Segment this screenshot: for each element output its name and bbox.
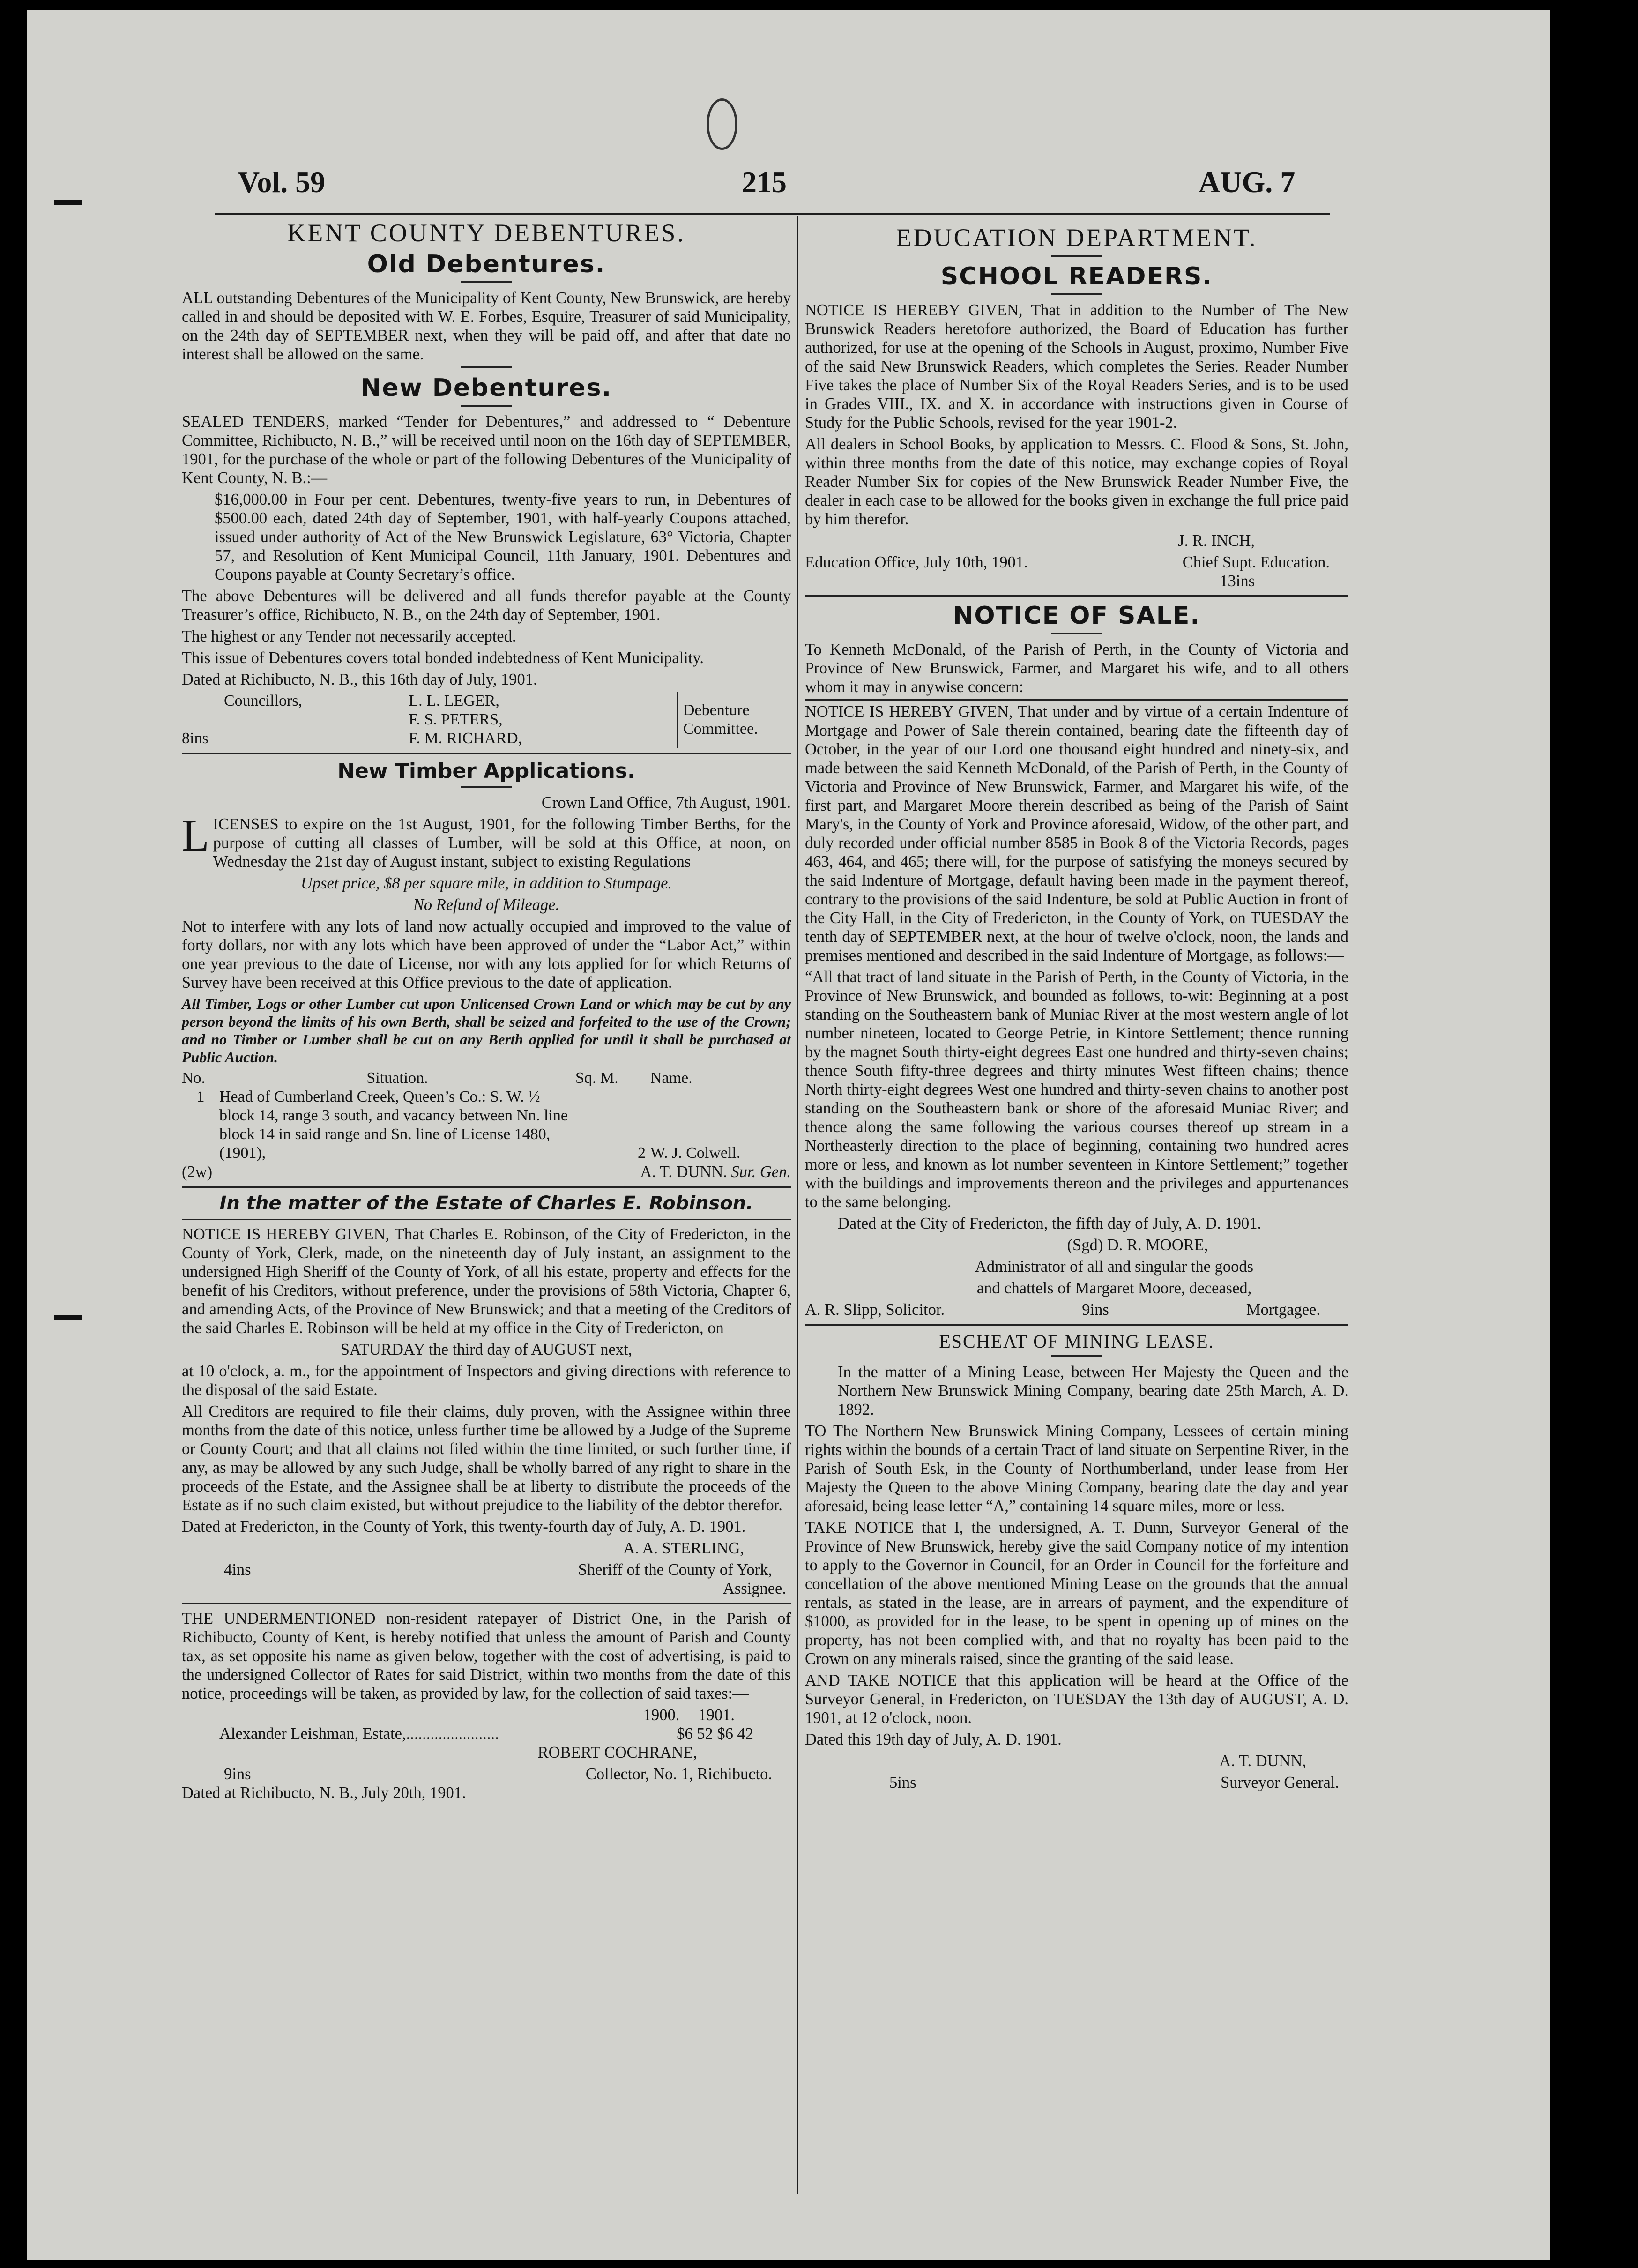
short-rule: [461, 366, 512, 368]
col-no: No.: [182, 1069, 206, 1087]
old-debentures-title: Old Debentures.: [367, 250, 606, 278]
sale-signer: (Sgd) D. R. MOORE,: [1067, 1236, 1208, 1254]
sale-text: NOTICE IS HEREBY GIVEN, That under and by virtue of a certain Indenture of Mortgage and Power of Sale therein contained, bearing date the fifteenth day of October, in the year of our Lord one thousand eight hundred and ninety-six, and made between the said Kenneth McDonald, of the Parish of Perth, in the County of Victoria and Province of New Brunswick, Farmer, and Margaret his wife, of the first part, and Margaret Moore therein described as being of the Parish of Saint Mary's, in the County of York and Province aforesaid, Widow, of the other part, and duly recorded under official number 8585 in Book 8 of the Victoria Records, pages 463, 464, and 465; there will, for the purpose of satisfying the moneys secured by the said Indenture of Mortgage, default having been made in the payment thereof, contrary to the provisions of the said Indenture, be sold at Public Auction in front of the City Hall, in the City of Fredericton, in the County of York, on TUESDAY the tenth day of SEPTEMBER next, at the hour of twelve o'clock, noon, the lands and premises mentioned and described in the said Indenture of Mortgage, as follows:—: [805, 703, 1348, 964]
timber-title: New Timber Applications.: [337, 759, 635, 783]
kent-blank: [182, 710, 224, 729]
escheat-take-notice: TAKE NOTICE that I, the undersigned, A. T. Dunn, Surveyor General of the Province of New Brunswick, hereby give the said Company notice of my intention to apply to the Governor in Council, for an Order in Council for the forfeiture and concellation of the above mentioned Mining Lease on the grounds that the annual rentals, as stated in the lease, are in arrears of payment, and the expenditure of $1000, as provided for in the lease, to be spent in opening up of mines on the property, has not been complied with, and that no royalty has been paid to the Crown on any minerals raised, since the granting of the said lease.: [805, 1519, 1348, 1668]
col-situation: Situation.: [366, 1069, 428, 1087]
robinson-signer: A. A. STERLING,: [623, 1539, 744, 1557]
year-1901: 1901.: [698, 1706, 735, 1724]
kent-blank: [224, 710, 409, 729]
sale-signer-title-2: and chattels of Margaret Moore, deceased,: [976, 1279, 1252, 1297]
education-office: Education Office, July 10th, 1901.: [805, 553, 1028, 571]
crown-land-office: Crown Land Office, 7th August, 1901.: [541, 794, 791, 812]
timber-signer-title: Sur. Gen.: [731, 1163, 791, 1181]
sale-ins: 9ins: [1082, 1301, 1109, 1319]
education-text: NOTICE IS HEREBY GIVEN, That in addition to the Number of The New Brunswick Readers heretofore authorized, the Board of Education has further authorized, for use at the opening of the Schools in August, proximo, Number Five of the said New Brunswick Readers, which completes the Series. Reader Number Five takes the place of Number Six of the Royal Readers Series, and is to be used in Grades VIII., IX. and X. in accordance with instructions given in Course of Study for the Public Schools, revised for the year 1901-2.: [805, 301, 1348, 432]
timber-warning: All Timber, Logs or other Lumber cut upon Unlicensed Crown Land or which may be cut by any person beyond the limits of his own Berth, shall be seized and forfeited to the use of the Crown; and no Timber or Lumber shall be cut on any Berth applied for until it shall be purchased at Public Auction.: [182, 995, 791, 1066]
amount-1901: $6 42: [717, 1725, 753, 1743]
new-debentures-title: New Debentures.: [360, 374, 612, 402]
escheat-dated: Dated this 19th day of July, A. D. 1901.: [805, 1731, 1062, 1748]
councillor-1: L. L. LEGER,: [409, 692, 499, 709]
robinson-ins: 4ins: [224, 1561, 251, 1579]
councillor-3: F. M. RICHARD,: [409, 730, 522, 747]
new-debentures-tender: The highest or any Tender not necessarily accepted.: [182, 627, 516, 645]
robinson-assignee: Assignee.: [722, 1580, 786, 1597]
section-rule: [182, 1186, 791, 1188]
education-signer: J. R. INCH,: [1178, 532, 1255, 550]
section-rule: [182, 753, 791, 754]
short-rule: [1051, 255, 1102, 257]
kent-dated: Dated at Richibucto, N. B., this 16th day of July, 1901.: [182, 671, 537, 688]
drop-cap: L: [182, 810, 209, 860]
volume-number: Vol. 59: [238, 165, 326, 199]
row-sqm: 2: [638, 1144, 646, 1162]
short-rule: [461, 405, 512, 407]
short-rule: [461, 281, 512, 283]
section-rule: [805, 595, 1348, 597]
right-column: [805, 221, 1348, 1792]
escheat-title: ESCHEAT OF MINING LEASE.: [939, 1331, 1214, 1352]
short-rule: [461, 786, 512, 788]
left-column: [182, 216, 791, 1805]
upset-price: Upset price, $8 per square mile, in addition to Stumpage.: [300, 874, 672, 892]
section-rule: [805, 1324, 1348, 1326]
short-rule: [1051, 633, 1102, 634]
table-row: [182, 1088, 791, 1163]
scan-mark-bottom: [54, 1315, 82, 1320]
committee-label: Debenture Committee.: [678, 692, 791, 748]
newspaper-page: [27, 10, 1550, 2260]
sale-dated: Dated at the City of Fredericton, the fifth day of July, A. D. 1901.: [838, 1215, 1262, 1232]
ratepayer-dated: Dated at Richibucto, N. B., July 20th, 1901.: [182, 1784, 466, 1802]
kent-ins-cell: [182, 692, 224, 710]
short-rule: [1051, 1355, 1102, 1357]
timber-licenses-text: ICENSES to expire on the 1st August, 1901, for the following Timber Berths, for the purpose of cutting all classes of Lumber, will be sold at this Office, at noon, on Wednesday the 21st day of August instant, subject to existing Regulations: [213, 815, 791, 871]
escheat-to: TO The Northern New Brunswick Mining Company, Lessees of certain mining rights within the bounds of a certain Tract of land situate on Serpentine River, in the Parish of South Esk, in the County of Northumberland, under lease from Her Majesty the Queen to the above Mining Company, bearing date the day and year aforesaid, being lease letter “A,” containing 14 square miles, more or less.: [805, 1422, 1348, 1515]
kent-ins: 8ins: [182, 730, 208, 747]
timber-signer: A. T. DUNN.: [640, 1163, 727, 1181]
robinson-creditors: All Creditors are required to file their claims, duly proven, with the Assignee within three months from the date of this notice, unless further time be allowed by a Judge of the Supreme or County Court; and that all claims not filed within the time limited, or such further time, if any, as may be allowed by any such Judge, shall be wholly barred of any right to share in the proceeds of the Estate, and the Assignee shall be at liberty to distribute the proceeds of the Estate as if no such claim existed, but without prejudice to the liability of the debtor therefor.: [182, 1403, 791, 1514]
timber-ins: (2w): [182, 1163, 213, 1181]
sale-to: To Kenneth McDonald, of the Parish of Perth, in the County of Victoria and Province of New Brunswick, Farmer, and Margaret his wife, and to all others whom it may in anywise concern:: [805, 641, 1348, 696]
escheat-matter: In the matter of a Mining Lease, between Her Majesty the Queen and the Northern New Brunswick Mining Company, bearing date 25th March, A. D. 1892.: [838, 1363, 1348, 1418]
timber-conditions: Not to interfere with any lots of land now actually occupied and improved to the value of forty dollars, nor with any lots which have been approved of under the “Labor Act,” within one year previous to the date of License, nor with any lots applied for for which Returns of Survey have been received at this Office previous to the date of application.: [182, 918, 791, 992]
sale-signer-title-1: Administrator of all and singular the goods: [975, 1258, 1254, 1276]
collector-title: Collector, No. 1, Richibucto.: [585, 1765, 772, 1783]
row-situation: Head of Cumberland Creek, Queen’s Co.: S. W. ½ block 14, range 3 south, and vacancy between Nn. line block 14 in said range and Sn. line of License 1480, (1901),: [219, 1088, 568, 1162]
councillor-2: F. S. PETERS,: [409, 711, 503, 728]
ratepayer-ins: 9ins: [224, 1765, 251, 1783]
col-name: Name.: [650, 1069, 692, 1087]
section-rule: [182, 1603, 791, 1604]
councillors-label: Councillors,: [224, 692, 303, 709]
kent-blank: [224, 729, 409, 748]
section-rule: [805, 699, 1348, 701]
timber-table: [182, 1069, 791, 1163]
collector-name: ROBERT COCHRANE,: [537, 1744, 697, 1761]
escheat-and-take-notice: AND TAKE NOTICE that this application will be heard at the Office of the Surveyor General, in Fredericton, on TUESDAY the 13th day of AUGUST, A. D. 1901, at 12 o'clock, noon.: [805, 1671, 1348, 1727]
robinson-title: In the matter of the Estate of Charles E. Robinson.: [219, 1193, 753, 1214]
row-no: 1: [196, 1088, 205, 1105]
issue-date: AUG. 7: [1199, 165, 1296, 199]
section-rule: [182, 1219, 791, 1220]
kent-title: KENT COUNTY DEBENTURES.: [287, 219, 685, 247]
timber-text: [182, 810, 791, 871]
new-debentures-text: SEALED TENDERS, marked “Tender for Debentures,” and addressed to “ Debenture Committee, Richibucto, N. B.,” will be received until noon on the 16th day of SEPTEMBER, 1901, for the purchase of the whole or part of the following Debentures of the Municipality of Kent County, N. B.:—: [182, 413, 791, 487]
education-signer-title: Chief Supt. Education.: [1182, 553, 1330, 571]
school-readers-title: SCHOOL READERS.: [940, 262, 1213, 291]
new-debentures-delivery: The above Debentures will be delivered and all funds therefor payable at the County Treasurer’s office, Richibucto, N. B., on the 24th day of September, 1901.: [182, 587, 791, 624]
ratepayer-text: THE UNDERMENTIONED non-resident ratepayer of District One, in the Parish of Richibucto, County of Kent, is hereby notified that unless the amount of Parish and County tax, as set opposite his name as given below, together with the cost of advertising, is paid to the undersigned Collector of Rates for said District, within two months from the date of this notice, proceedings will be taken, as provided by law, for the collection of said taxes:—: [182, 1610, 791, 1702]
sale-solicitor: A. R. Slipp, Solicitor.: [805, 1301, 945, 1319]
ratepayer-name: Alexander Leishman, Estate,.......................: [219, 1725, 499, 1743]
escheat-signer: A. T. DUNN,: [1219, 1752, 1306, 1770]
short-rule: [1051, 293, 1102, 295]
new-debentures-issue: This issue of Debentures covers total bonded indebtedness of Kent Municipality.: [182, 649, 704, 667]
education-ins: 13ins: [1220, 572, 1255, 590]
sale-mortgagee: Mortgagee.: [1246, 1301, 1320, 1319]
education-dealers: All dealers in School Books, by application to Messrs. C. Flood & Sons, St. John, within three months from the date of this notice, may exchange copies of Royal Reader Number Six for copies of the New Brunswick Reader Number Five, the dealer in each case to be allowed for the books given in exchange the full price paid by him therefor.: [805, 435, 1348, 528]
sale-description: “All that tract of land situate in the Parish of Perth, in the County of Victoria, in the Province of New Brunswick, and bounded as follows, to-wit: Beginning at a post standing on the Southeastern bank of Muniac River at the most western angle of lot number nineteen, located to George Petrie, in Kintore Settlement; thence running by the magnet South thirty-eight degrees East one hundred and thirty-seven chains; thence South fifty-three degrees and thirty minutes West fifteen chains; thence North thirty-eight degrees West one hundred and thirty-seven chains to another post standing on the Southeastern bank or shore of the aforesaid Muniac River; and thence along the same following the various courses thereof up stream in a Northeasterly direction to the place of beginning, containing two hundred acres more or less, and known as lot number seventeen in Kintore Settlement;” together with the buildings and improvements thereon and the privileges and appurtenances to the same belonging.: [805, 968, 1348, 1211]
no-refund: No Refund of Mileage.: [413, 896, 560, 914]
col-sqm: Sq. M.: [575, 1069, 618, 1087]
punch-hole: [707, 98, 737, 150]
old-debentures-text: ALL outstanding Debentures of the Municipality of Kent County, New Brunswick, are hereby called in and should be deposited with W. E. Forbes, Esquire, Treasurer of said Municipality, on the 24th day of SEPTEMBER next, when they will be paid off, and after that date no interest shall be allowed on the same.: [182, 289, 791, 363]
new-debentures-amount: $16,000.00 in Four per cent. Debentures, twenty-five years to run, in Debentures of $500.00 each, dated 24th day of September, 1901, with half-yearly Coupons attached, issued under authority of Act of the New Brunswick Legislature, 63° Victoria, Chapter 57, and Resolution of Kent Municipal Council, 11th January, 1901. Debentures and Coupons payable at County Secretary’s office.: [215, 491, 791, 583]
robinson-text: NOTICE IS HEREBY GIVEN, That Charles E. Robinson, of the City of Fredericton, in the County of York, Clerk, made, on the nineteenth day of July instant, an assignment to the undersigned High Sheriff of the County of York, of all his estate, property and effects for the benefit of his Creditors, without preference, under the provisions of 58th Victoria, Chapter 6, and amending Acts, of the Province of New Brunswick; and that a meeting of the Creditors of the said Charles E. Robinson will be held at my office in the City of Fredericton, on: [182, 1225, 791, 1337]
escheat-ins: 5ins: [889, 1774, 916, 1791]
amount-1900: $6 52: [677, 1725, 713, 1743]
row-name: W. J. Colwell.: [650, 1144, 741, 1162]
committee-signatures: [182, 692, 791, 748]
header-rule: [215, 213, 1330, 215]
robinson-signer-title: Sheriff of the County of York,: [578, 1561, 772, 1579]
robinson-dated: Dated at Fredericton, in the County of York, this twenty-fourth day of July, A. D. 1901.: [182, 1518, 746, 1536]
sale-title: NOTICE OF SALE.: [953, 602, 1201, 630]
robinson-meeting: SATURDAY the third day of AUGUST next,: [340, 1341, 633, 1358]
education-title: EDUCATION DEPARTMENT.: [896, 224, 1258, 252]
page-number: 215: [742, 165, 787, 199]
column-divider: [797, 216, 798, 2194]
robinson-text-2: at 10 o'clock, a. m., for the appointment of Inspectors and giving directions with reference to the disposal of the said Estate.: [182, 1362, 791, 1399]
year-1900: 1900.: [643, 1706, 680, 1724]
escheat-signer-title: Surveyor General.: [1221, 1774, 1339, 1791]
scan-mark-top: [54, 200, 82, 205]
